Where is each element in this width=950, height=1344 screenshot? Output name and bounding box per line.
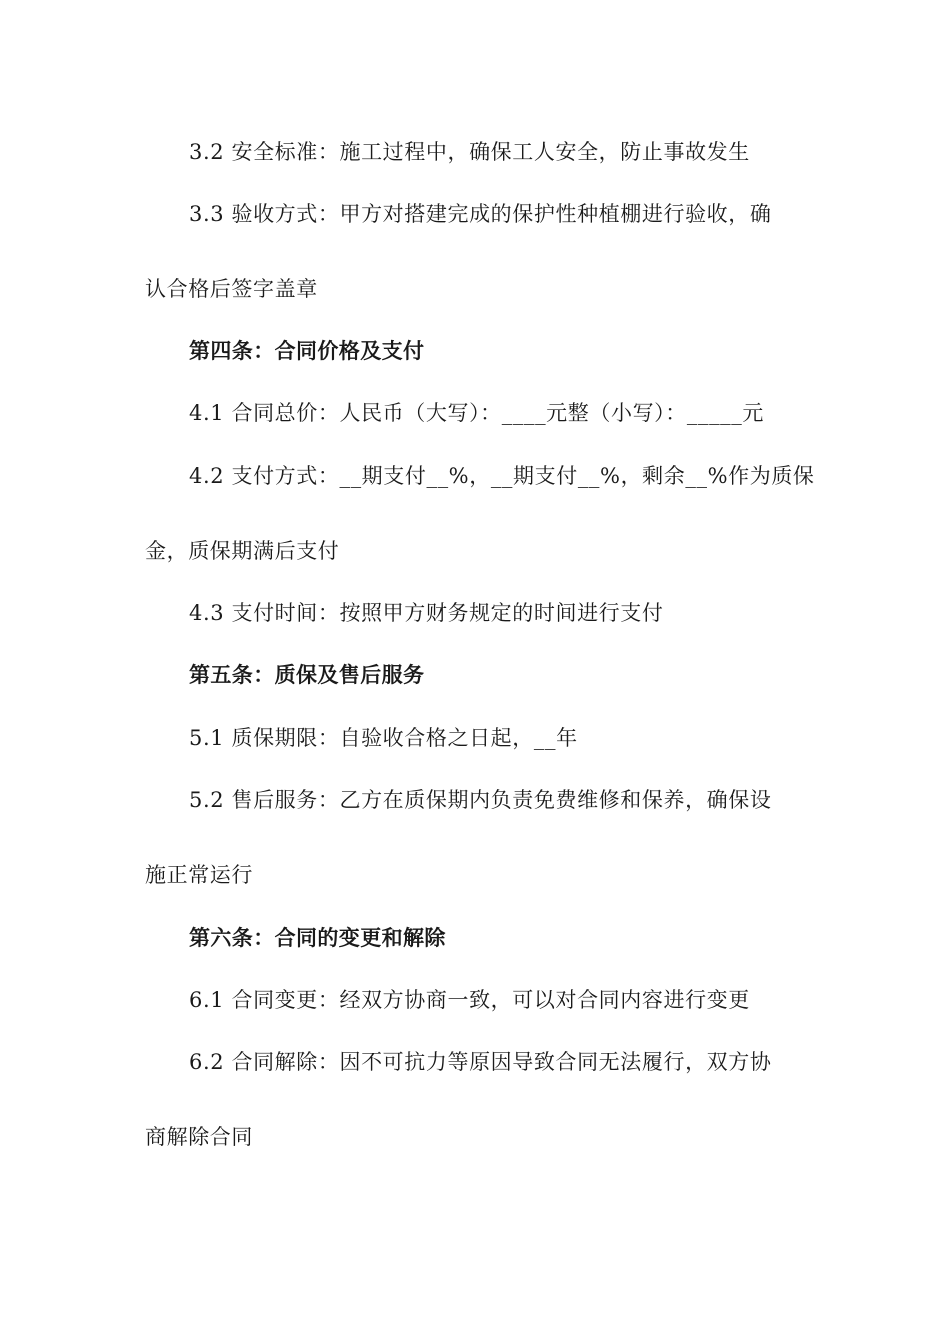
clause-5-2-line: 5.2 售后服务：乙方在质保期内负责免费维修和保养，确保设: [189, 788, 772, 812]
clause-6-2-continuation: 商解除合同: [145, 1125, 253, 1149]
clause-4-2-line: 4.2 支付方式：__期支付__%，__期支付__%，剩余__%作为质保: [189, 464, 815, 488]
clause-4-1-line: 4.1 合同总价：人民币（大写）：____元整（小写）：_____元: [189, 401, 764, 425]
clause-5-2-continuation: 施正常运行: [145, 863, 253, 887]
clause-6-1-line: 6.1 合同变更：经双方协商一致，可以对合同内容进行变更: [189, 988, 750, 1012]
clause-6-2-line: 6.2 合同解除：因不可抗力等原因导致合同无法履行，双方协: [189, 1050, 772, 1074]
article-6-heading: 第六条：合同的变更和解除: [189, 926, 446, 950]
clause-4-3-line: 4.3 支付时间：按照甲方财务规定的时间进行支付: [189, 601, 664, 625]
clause-3-3-continuation: 认合格后签字盖章: [145, 277, 318, 301]
clause-3-2-line: 3.2 安全标准：施工过程中，确保工人安全，防止事故发生: [189, 140, 750, 164]
article-5-heading: 第五条：质保及售后服务: [189, 663, 425, 687]
article-4-heading: 第四条：合同价格及支付: [189, 339, 425, 363]
clause-3-3-line: 3.3 验收方式：甲方对搭建完成的保护性种植棚进行验收，确: [189, 202, 772, 226]
clause-5-1-line: 5.1 质保期限：自验收合格之日起，__年: [189, 726, 578, 750]
clause-4-2-continuation: 金，质保期满后支付: [145, 539, 340, 563]
